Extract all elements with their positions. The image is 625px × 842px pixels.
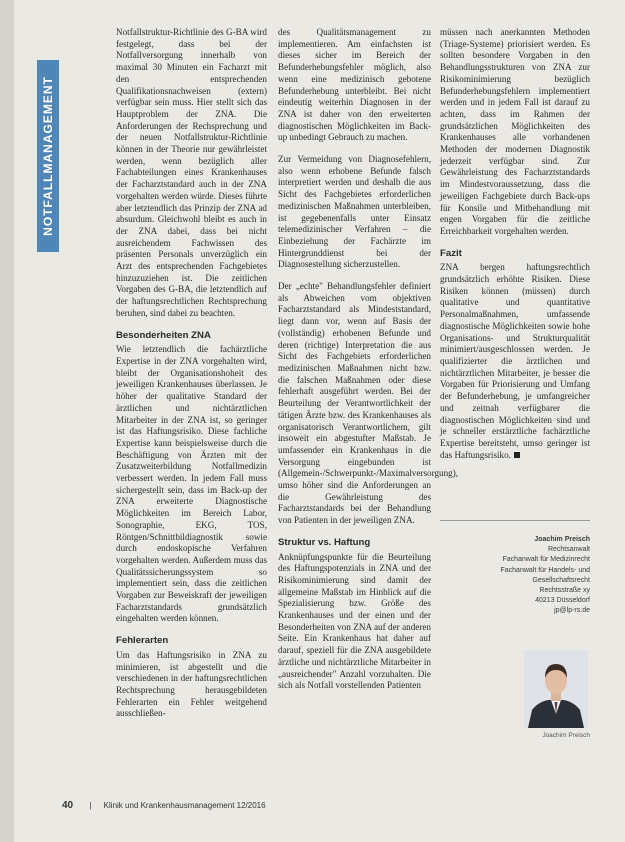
- section-heading: Besonderheiten ZNA: [116, 329, 211, 341]
- paragraph: des Qualitätsmanagement zu implementieren. Am einfachsten ist dieses sicher im Bereich der Befunderhebungsfehler möglich, also wenn eine medizinisch gebotene Befunderhebung unterbleibt. Bei nicht eindeutig weiterhin Diagnosen in der ZNA ist daher von den erweiterten diagnostischen Möglichkeiten im Back-up unbedingt Gebrauch zu machen.: [278, 27, 431, 143]
- paragraph: [440, 262, 590, 461]
- text-column-1: [116, 27, 267, 730]
- page-footer: [62, 800, 266, 811]
- paragraph: Notfallstruktur-Richtlinie des G-BA wird festgelegt, dass bei der Notfallversorgung innerhalb von maximal 30 Minuten ein Facharzt mit den entsprechenden Qualifikationsnachweisen (extern) verfügbar sein muss. Hier stellt sich das Hauptproblem der ZNA. Die Anforderungen der Rechsprechung und der neuen Notfallstruktur-Richtlinie können in der Theorie nur gewährleistet werden, wenn bezüglich aller Fachabteilungen eines Krankenhauses der Facharztstandard auch in der ZNA vorgehalten werden würde. Dieses führte aber letztendlich das Prinzip der ZNA ad absurdum. Gleichwohl bleibt es auch in der ZNA dabei, dass bei nicht ausreichendem Fachwissen des präsenten Personals unverzüglich ein Arzt des entsprechenden Fachgebietes hinzuzuziehen ist. Die zeitlichen Vorgaben des G-BA, die letztendlich auf der haftungsrechtlichen Rechtsprechung beruhen, sind dabei zu beachten.: [116, 27, 267, 318]
- author-info: [440, 535, 590, 617]
- section-heading: Fehlerarten: [116, 635, 169, 647]
- paragraph: müssen nach anerkannten Methoden (Triage-Systeme) priorisiert werden. Es sollten besondere Vorgaben in den Behandlungsstrukturen von ZNA zur Risikominimierung bezüglich Befunderhebungsfehlern implementiert werden und in jedem Fall ist darauf zu achten, dass im Rahmen der grundsätzlichen Möglichkeiten des Krankenhauses alle vorhandenen Methoden der modernen Diagnostik jederzeit verfügbar sind. Zur Gewährleistung des Facharztstandards im Mindestvoraussetzung, dass die jeweiligen Fachgebiete durch Back-ups für Konsile und Mitbehandlung mit engen Vorgaben für die zeitliche Erreichbarkeit vorgehalten werden.: [440, 27, 590, 236]
- author-line: Fachanwalt für Handels- und: [500, 566, 590, 574]
- author-photo: [524, 650, 588, 728]
- paragraph: Um das Haftungsrisiko in ZNA zu minimieren, ist abgestellt und die verschiedenen in der haftungsrechtlichen Rechtsprechung herausgebildeten Fehlerarten ein Fehler weitgehend ausschließen-: [116, 649, 267, 719]
- section-side-band: [37, 60, 59, 252]
- photo-caption: Joachim Preisch: [542, 732, 590, 739]
- paragraph: Anknüpfungspunkte für die Beurteilung des Haftungspotenzials in ZNA und der Risikominimierung sind damit der allgemeine Maßstab im Hinblick auf die Spezialisierung bzw. Größe des Krankenhauses und der einen und der Besonderheiten von ZNA auf der anderen Seite. Ein Krankenhaus hat daher auf darauf, speziell für die ZNA ausgebildete ärztliche und nichtärztliche Mitarbeiter in „ausreichender" Anzahl vorzuhalten. Die sich als Notfall vorstellenden Patienten: [278, 551, 431, 691]
- paragraph: Zur Vermeidung von Diagnosefehlern, also wenn erhobene Befunde falsch interpretiert werden und deshalb die aus Sicht des Fachgebietes erforderlichen medizinischen Maßnahmen unterbleiben, ist gegebenenfalls unter Einsatz telemedizinischer Verfahren – die Einbeziehung der Fachärzte im Hintergrunddienst bei der Diagnosestellung sicherzustellen.: [278, 154, 431, 270]
- author-role: Rechtsanwalt: [547, 546, 590, 554]
- author-name: Joachim Preisch: [534, 536, 590, 543]
- paragraph: Der „echte" Behandlungsfehler definiert als Abweichen vom objektiven Facharztstandard als Mindeststandard, liegt dann vor, wenn auf Basis der (vollständig) erhobenen Befunde und deren (richtige) Interpretation die aus Sicht des Fachgebiets erforderlichen medizinischen Maßnahmen nicht bzw. die falschen Maßnahmen oder diese fehlerhaft ausgeführt werden. Bei der Beurteilung der Verantwortlichkeit der tätigen Ärzte bzw. des Krankenhauses als organisatorisch Verantwortlichem, gilt insoweit ein abgestufter Maßstab. Je umfassender ein Krankenhaus in die Versorgung eingebunden ist (Allgemein-/Schwerpunkt-/Maximalversorgung), umso höher sind die Anforderungen an die Gewährleistung des Facharztstandards bei der Behandlung von Patienten in der jeweiligen ZNA.: [278, 281, 459, 526]
- author-email: jp@lp-rs.de: [554, 607, 590, 615]
- author-line: Rechtsstraße xy: [539, 587, 590, 595]
- section-heading: Struktur vs. Haftung: [278, 536, 371, 548]
- section-label: NOTFALLMANAGEMENT: [41, 76, 55, 236]
- end-of-article-mark: [514, 452, 520, 458]
- author-line: Fachanwalt für Medizinrecht: [502, 556, 590, 564]
- paragraph-text: ZNA bergen haftungsrechtlich grundsätzlich erhöhte Risiken. Diese Risiken können (müssen) durch qualitative und quantitative Personalmaßnahmen, umfassende diagnostische Möglichkeiten sowie hohe Organisations- und Strukturqualität minimiert/ausgeschlossen werden. Je qualifizierter die ärztlichen und nichtärztlichen Mitarbeiter, je besser die Vorgaben für Priorisierung und Umfang der Befunderhebung, je umfangreicher und zeitnah verfügbarer die diagnostischen Möglichkeiten sind und je schneller erstärztliche fachärztliche Expertise bereitsteht, umso geringer ist das Haftungsrisiko.: [440, 262, 590, 460]
- author-line: Gesellschaftsrecht: [532, 576, 590, 584]
- author-photo-image: [524, 650, 588, 728]
- author-line: 40213 Düsseldorf: [535, 597, 590, 605]
- text-column-3: [440, 27, 590, 471]
- page-number: 40: [62, 800, 74, 811]
- page-edge: [0, 0, 14, 842]
- journal-name: Klinik und Krankenhausmanagement 12/2016: [103, 801, 266, 810]
- section-heading: Fazit: [440, 247, 462, 259]
- author-box: [440, 520, 590, 617]
- paragraph: Wie letztendlich die fachärztliche Expertise in der ZNA vorgehalten wird, bleibt der Organisationshoheit des jeweiligen Krankenhauses überlassen. Je höher der qualitative Standard der ärztlichen und nichtärztlichen Mitarbeiter in der ZNA ist, so geringer ist das Haftungsrisiko. Diese fachliche Expertise kann beispielsweise durch die Beschäftigung von Ärzten mit der Zusatzweiterbildung Notfallmedizin verbessert werden. In jedem Fall muss sichergestellt sein, dass im Back-up der ZNA erweiterte Diagnostische Möglichkeiten im Bereich Labor, Sonographie, EKG, TOS, Röntgen/Schnittbildiagnostik sowie durch endoskopische Verfahren vorgehalten werden. Außerdem muss das Qualitätssicherungssystem so implementiert sein, dass die zeitlichen Vorgaben zur Beweiskraft der jeweiligen Facharztstandards grundsätzlich eingehalten werden können.: [116, 344, 267, 624]
- footer-divider: |: [89, 801, 92, 810]
